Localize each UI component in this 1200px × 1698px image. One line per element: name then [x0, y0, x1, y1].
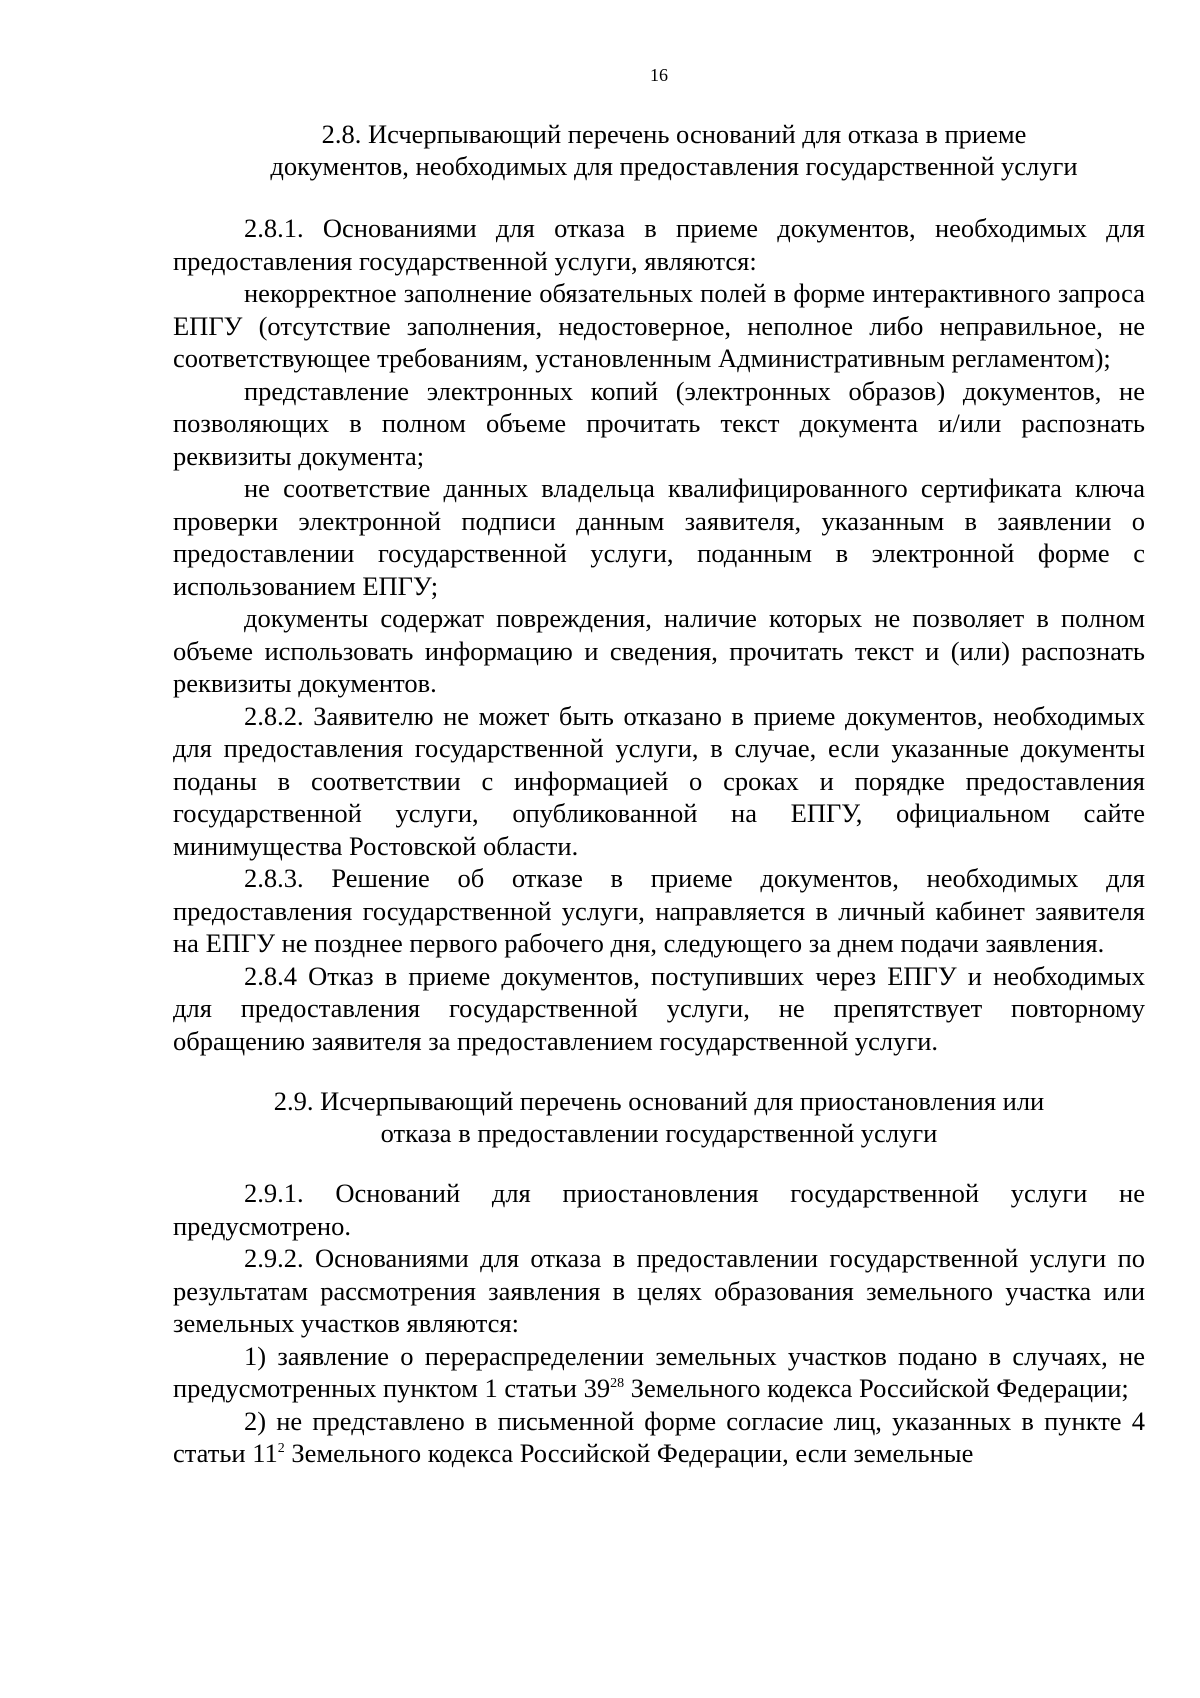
paragraph-2-8-2: 2.8.2. Заявителю не может быть отказано в приеме документов, необходимых для предоставления государственной услуги, в случае, если указанные документы поданы в соответствии с информацией о сроках и порядке предоставления государственной услуги, опубликованной на ЕПГУ, официальном сайте минимущества Ростовской области. — [173, 700, 1145, 861]
section-2-9-heading — [173, 1085, 1145, 1149]
paragraph-incorrect-fields: некорректное заполнение обязательных полей в форме интерактивного запроса ЕПГУ (отсутствие заполнения, недостоверное, неполное либо неправильное, не соответствующее требованиям, установленным Административным регламентом); — [173, 278, 1145, 373]
paragraph-certificate-mismatch: не соответствие данных владельца квалифицированного сертификата ключа проверки электронной подписи данным заявителя, указанным в заявлении о предоставлении государственной услуги, поданным в электронной форме с использованием ЕПГУ; — [173, 473, 1145, 601]
page-number: 16 — [650, 65, 668, 85]
superscript: 2 — [277, 1441, 285, 1457]
item-text: Земельного кодекса Российской Федерации; — [624, 1373, 1129, 1403]
heading-line: документов, необходимых для предоставления государственной услуги — [270, 151, 1078, 181]
heading-line: отказа в предоставлении государственной услуги — [380, 1118, 938, 1148]
paragraph-electronic-copies: представление электронных копий (электронных образов) документов, не позволяющих в полном объеме прочитать текст документа и/или распознать реквизиты документа; — [173, 375, 1145, 471]
paragraph-2-9-2: 2.9.2. Основаниями для отказа в предоставлении государственной услуги по результатам рассмотрения заявления в целях образования земельного участка или земельных участков являются: — [173, 1243, 1145, 1338]
item-text: 1) заявление о перераспределении земельных участков подано в случаях, не предусмотренных пунктом 1 статьи 39 — [173, 1340, 1145, 1403]
section-2-8-heading — [173, 118, 1145, 182]
superscript: 28 — [610, 1376, 625, 1392]
paragraph-2-8-1: 2.8.1. Основаниями для отказа в приеме документов, необходимых для предоставления государственной услуги, являются: — [173, 213, 1145, 276]
paragraph-2-9-1: 2.9.1. Оснований для приостановления государственной услуги не предусмотрено. — [173, 1178, 1145, 1241]
document-page — [173, 62, 1145, 1470]
paragraph-2-8-4: 2.8.4 Отказ в приеме документов, поступивших через ЕПГУ и необходимых для предоставления государственной услуги, не препятствует повторному обращению заявителя за предоставлением государственной услуги. — [173, 960, 1145, 1056]
item-text: 2) не представлено в письменной форме согласие лиц, указанных в пункте 4 статьи 11 — [173, 1405, 1145, 1468]
heading-line: 2.9. Исчерпывающий перечень оснований для приостановления или — [273, 1086, 1045, 1116]
paragraph-damaged-documents: документы содержат повреждения, наличие которых не позволяет в полном объеме использовать информацию и сведения, прочитать текст и (или) распознать реквизиты документов. — [173, 603, 1145, 698]
list-item-2 — [173, 1405, 1145, 1470]
item-text: Земельного кодекса Российской Федерации, если земельные — [284, 1438, 974, 1468]
paragraph-2-8-3: 2.8.3. Решение об отказе в приеме документов, необходимых для предоставления государственной услуги, направляется в личный кабинет заявителя на ЕПГУ не позднее первого рабочего дня, следующего за днем подачи заявления. — [173, 863, 1145, 958]
list-item-1 — [173, 1340, 1145, 1405]
heading-line: 2.8. Исчерпывающий перечень оснований для отказа в приеме — [321, 119, 1027, 149]
